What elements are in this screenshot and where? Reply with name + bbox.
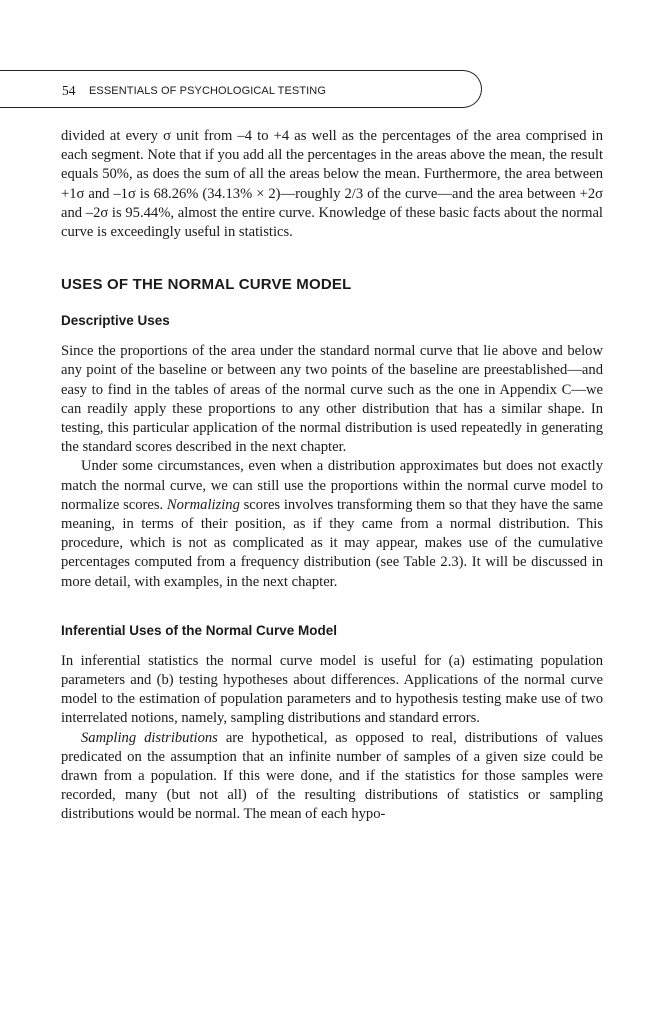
descriptive-paragraph-2-end: scores involves transforming them so that they have the same meaning, in terms of their position, as if they came from a normal distribution. This procedure, which is not as complicated as it may appear, makes use of the cumulative percentages computed from a frequency distribution (see Table 2.3). It will be discussed in more detail, with examples, in the next chapter.	[61, 496, 603, 590]
section-heading: USES OF THE NORMAL CURVE MODEL	[61, 276, 352, 294]
page-body	[61, 127, 603, 825]
inferential-uses-heading: Inferential Uses of the Normal Curve Model	[61, 622, 338, 638]
intro-paragraph: divided at every σ unit from –4 to +4 as well as the percentages of the area comprised in each segment. Note that if you add all the percentages in the areas above the mean, the result equals 50%, as does the sum of all the areas below the mean. Furthermore, the area between +1σ and –1σ is 68.26% (34.13% × 2)—roughly 2/3 of the curve—and the area between +2σ and –2σ is 95.44%, almost the entire curve. Knowledge of these basic facts about the normal curve is exceedingly useful in statistics.	[61, 128, 603, 241]
descriptive-paragraph-1: Since the proportions of the area under the standard normal curve that lie above and below any point of the baseline or between any two points of the baseline are preestablished—and easy to find in the tables of areas of the normal curve such as the one in Appendix C—we can readily apply these proportions to any other distribution that has a similar shape. In testing, this particular application of the normal distribution is used repeatedly in generating the standard scores described in the next chapter.	[61, 343, 603, 456]
page-number: 54	[62, 83, 76, 98]
inferential-paragraph-1: In inferential statistics the normal curve model is useful for (a) estimating population parameters and (b) testing hypotheses about differences. Applications of the normal curve model to the estimation of population parameters and to hypothesis testing make use of two interrelated notions, namely, sampling distributions and standard errors.	[61, 652, 603, 727]
inferential-paragraph-2	[61, 729, 603, 825]
descriptive-paragraph-2-start: Under some circumstances, even when a distribution approximates but does not exactly match the normal curve, we can still use the proportions within the normal curve model to normalize scores.	[61, 458, 603, 513]
descriptive-paragraph-2	[61, 457, 603, 591]
running-head	[0, 70, 482, 108]
normalizing-term: Normalizing	[166, 496, 240, 513]
book-title: ESSENTIALS OF PSYCHOLOGICAL TESTING	[89, 85, 327, 97]
sampling-distributions-term: Sampling distributions	[81, 729, 218, 746]
inferential-paragraph-2-end: are hypothetical, as opposed to real, distributions of values predicated on the assumption that an infinite number of samples of a given size could be drawn from a population. If this were done, and if the statistics for those samples were recorded, many (but not all) of the resulting distributions of statistics or sampling distributions would be normal. The mean of each hypo-	[61, 729, 603, 823]
descriptive-uses-heading: Descriptive Uses	[61, 313, 170, 329]
